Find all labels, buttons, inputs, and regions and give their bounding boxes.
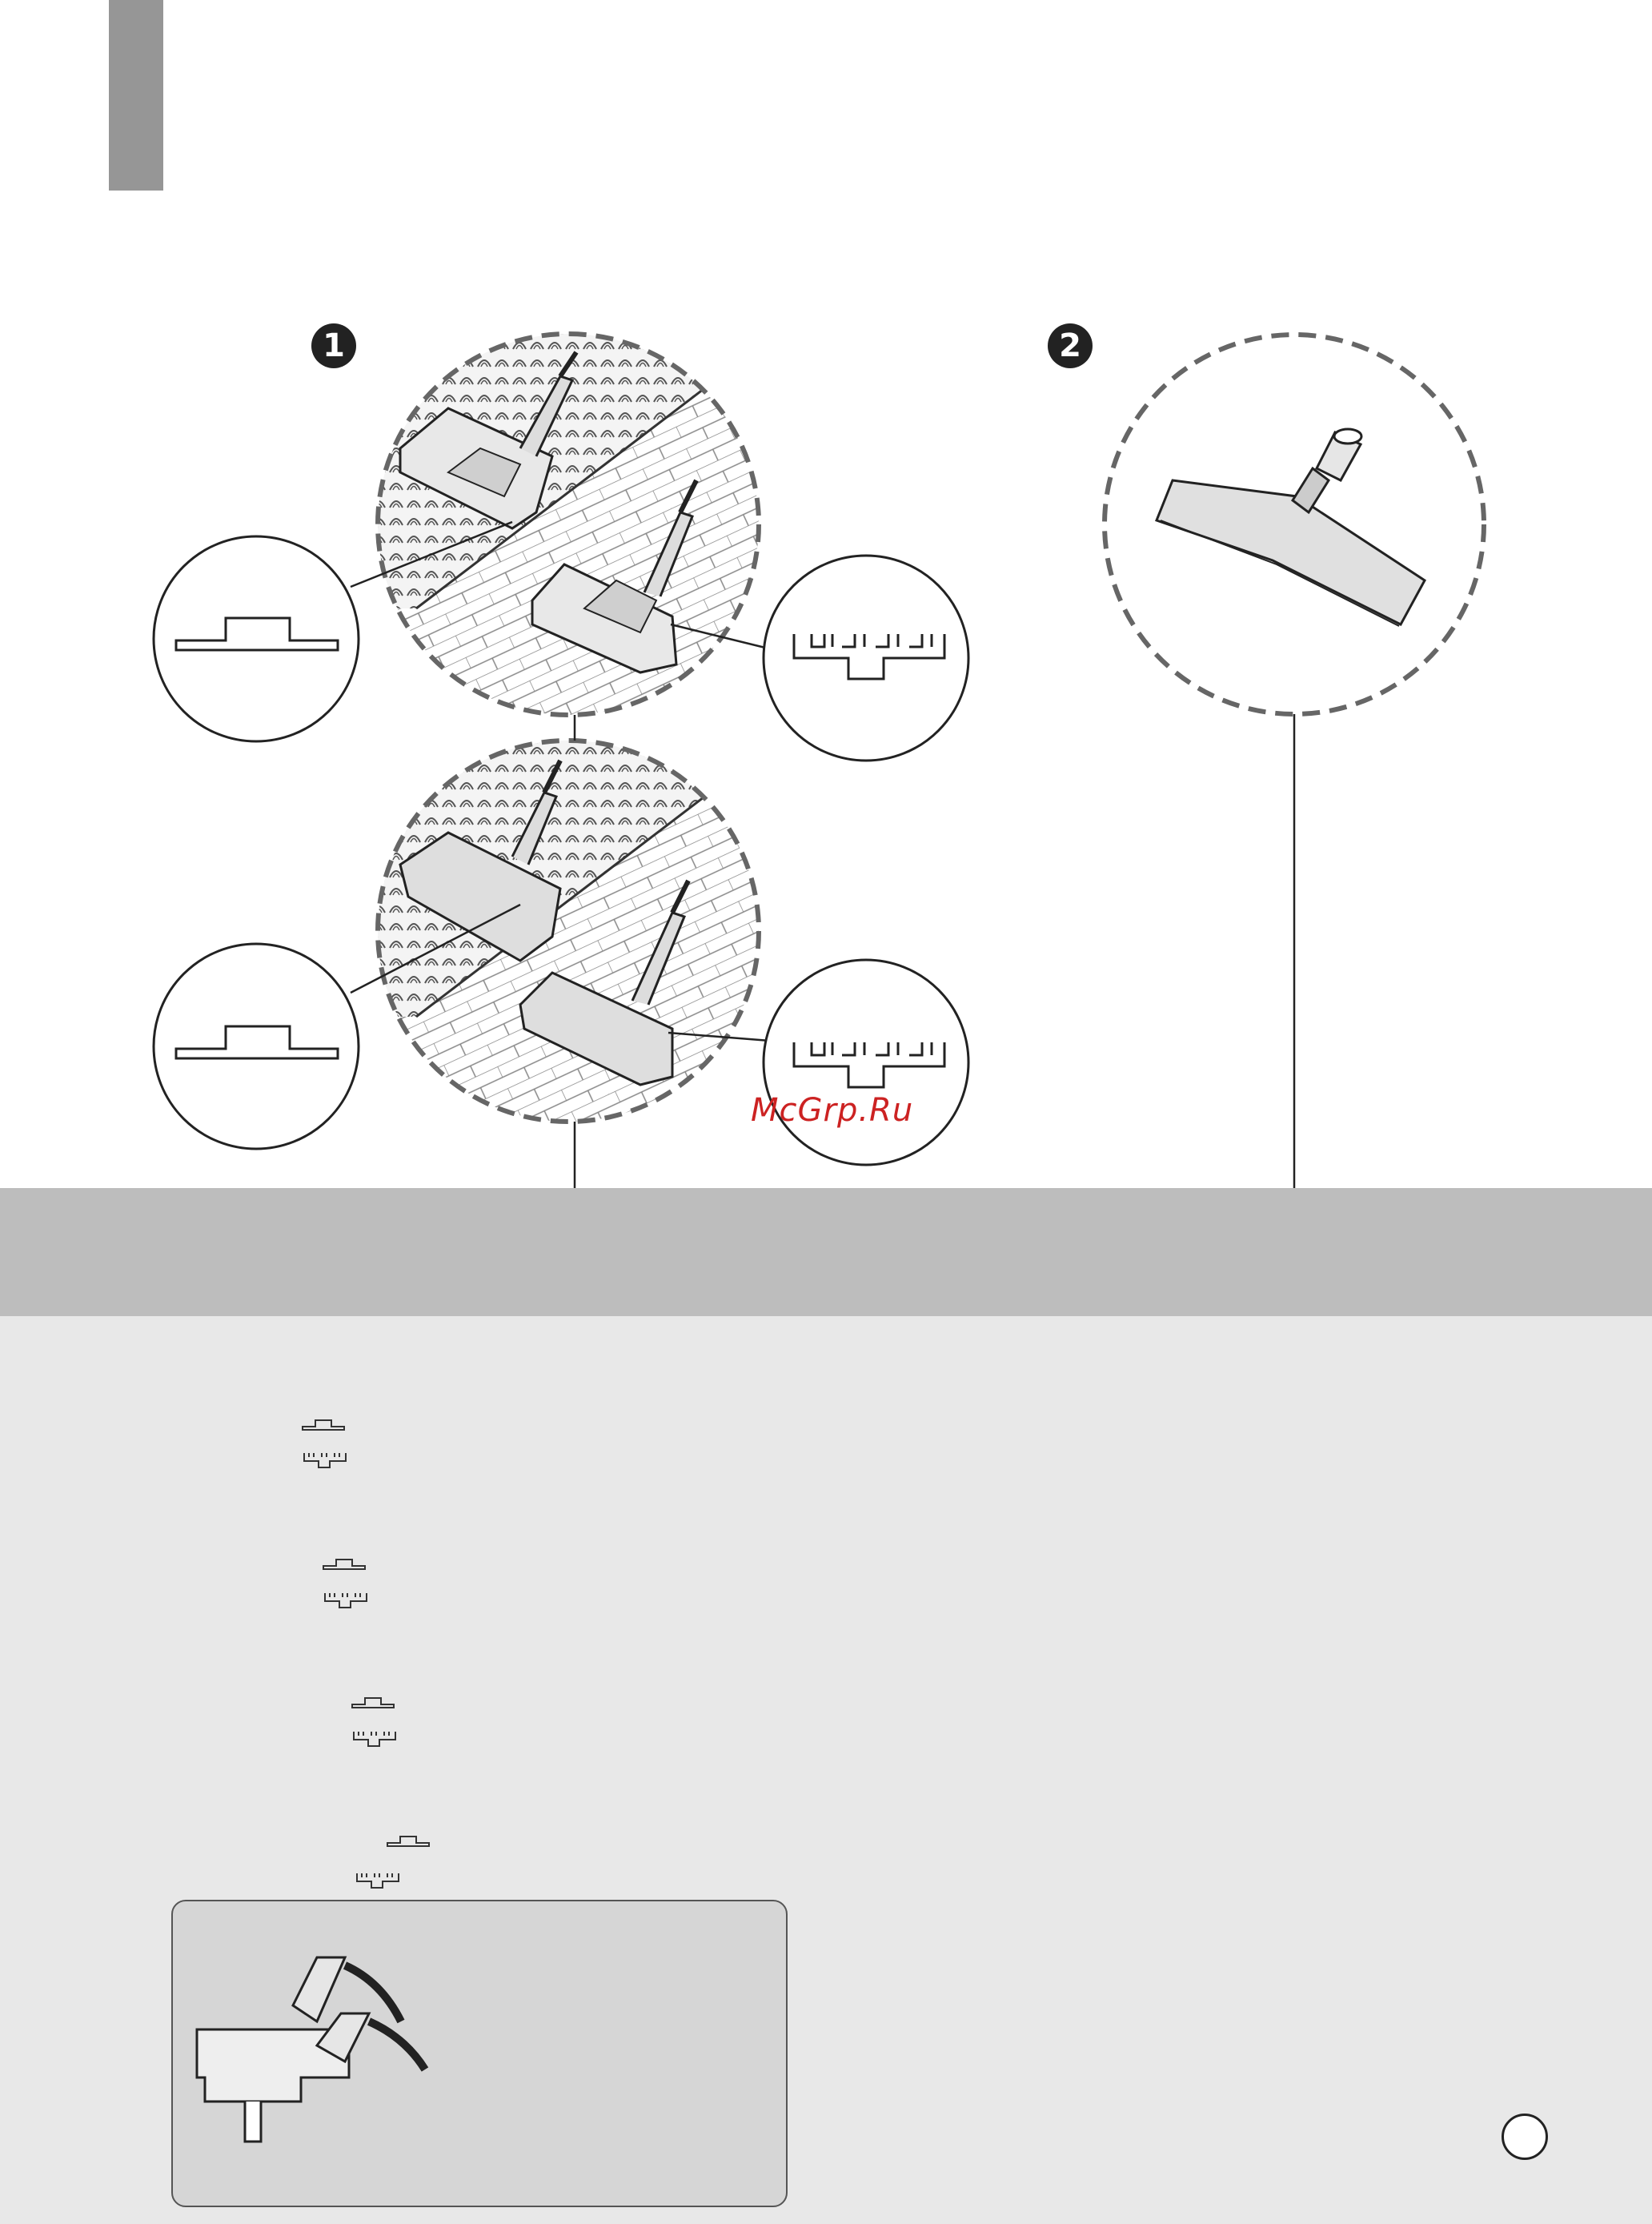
step-number-1: 1	[311, 323, 356, 368]
inline-mode-icons	[303, 1420, 429, 1888]
floor-nozzle-scene-1	[368, 320, 784, 737]
page-number-circle	[1502, 2114, 1548, 2160]
floor-nozzle-scene-2	[368, 729, 784, 1145]
zoom-circle-floor-1	[154, 536, 359, 741]
watermark: McGrp.Ru	[751, 1092, 914, 1129]
handle-hose-icon	[173, 1901, 789, 2209]
parquet-nozzle-icon	[1157, 429, 1425, 626]
tip-box	[171, 1900, 788, 2207]
zoom-circle-carpet-2	[764, 960, 968, 1165]
step-number-2: 2	[1048, 323, 1093, 368]
parquet-nozzle-scene	[1105, 335, 1484, 714]
zoom-circle-carpet-1	[764, 556, 968, 761]
zoom-circle-floor-2	[154, 944, 359, 1149]
